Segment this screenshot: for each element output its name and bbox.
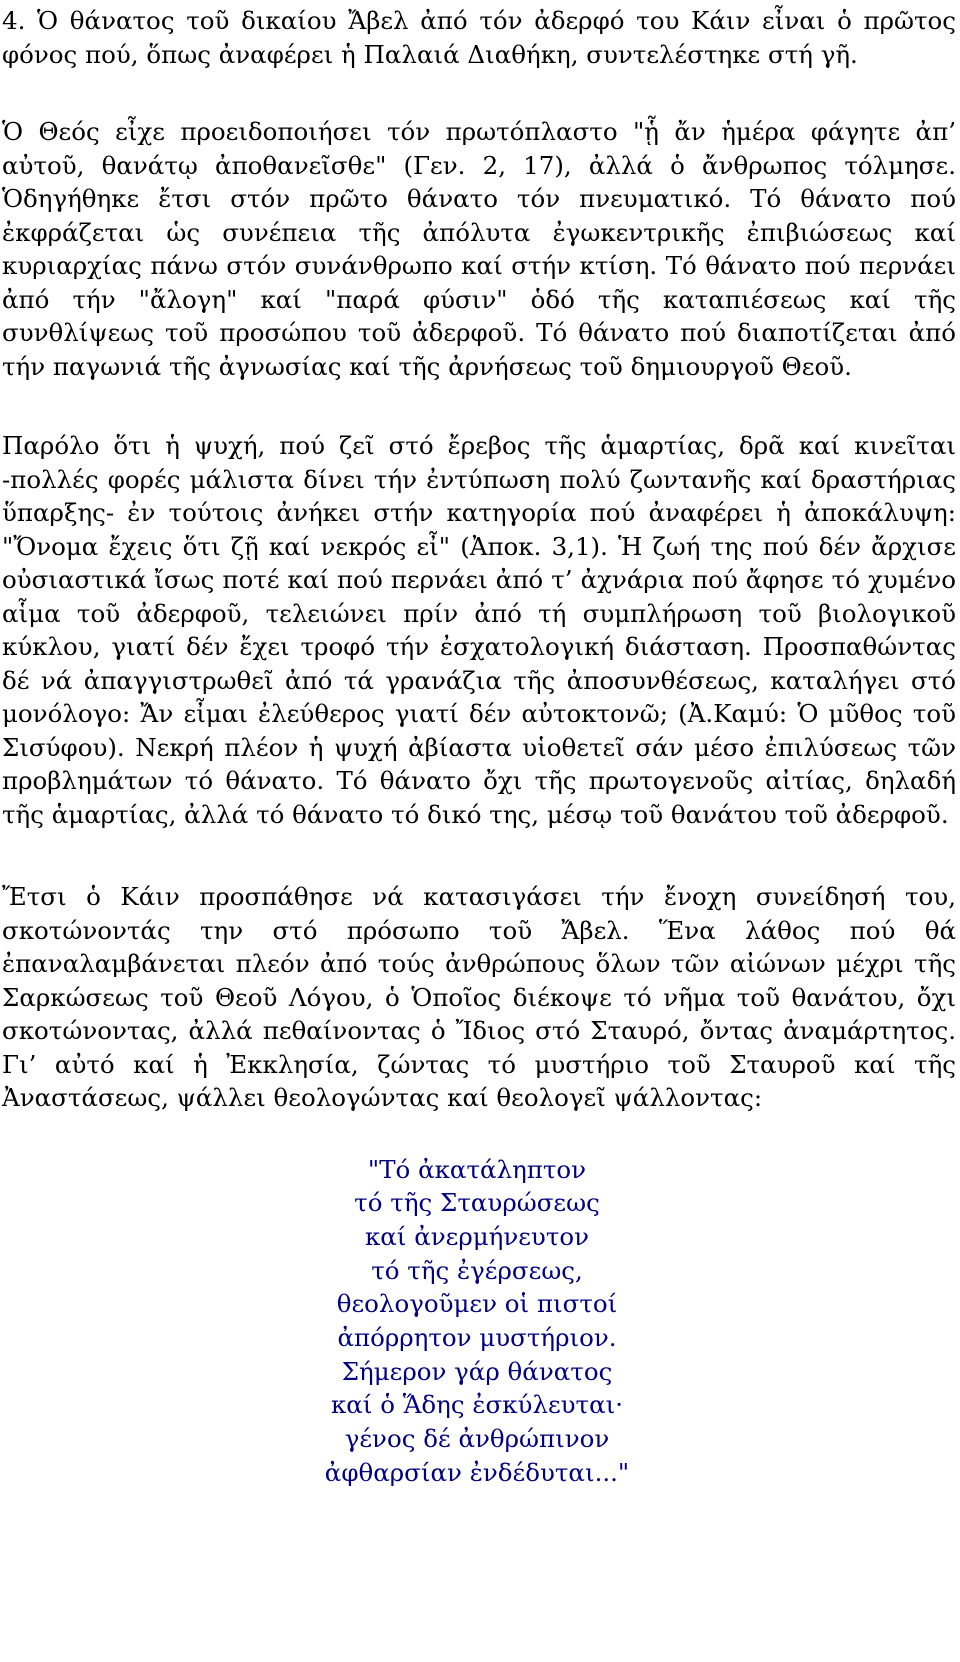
paragraph-soul-in-sin: Παρόλο ὅτι ἡ ψυχή, πού ζεῖ στό ἔρεβος τῆς ἁμαρτίας, δρᾶ καί κινεῖται -πολλές φορές μάλιστα δίνει τήν ἐντύπωση πολύ ζωντανῆς καί δραστήριας ὕπαρξης- ἐν τούτοις ἀνήκει στήν κατηγορία πού ἀναφέρει ἡ ἀποκάλυψη: "Ὄνομα ἔχεις ὅτι ζῇ καί νεκρός εἶ" (Ἀποκ. 3,1). Ἡ ζωή της πού δέν ἄρχισε οὐσιαστικά ἴσως ποτέ καί πού περνάει ἀπό τ’ ἀχνάρια πού ἄφησε τό χυμένο αἷμα τοῦ ἀδερφοῦ, τελειώνει πρίν ἀπό τή συμπλήρωση τοῦ βιολογικοῦ κύκλου, γιατί δέν ἔχει τροφό τήν ἐσχατολογική διάσταση. Προσπαθώντας δέ νά ἀπαγγιστρωθεῖ ἀπό τά γρανάζια τῆς ἀποσυνθέσεως, καταλήγει στό μονόλογο: Ἄν εἶμαι ἐλεύθερος γιατί δέν αὐτοκτονῶ; (Ἀ.Καμύ: Ὁ μῦθος τοῦ Σισύφου). Νεκρή πλέον ἡ ψυχή ἀβίαστα υἱοθετεῖ σάν μέσο ἐπιλύσεως τῶν προβλημάτων τό θάνατο. Τό θάνατο ὄχι τῆς πρωτογενοῦς αἰτίας, δηλαδή τῆς ἁμαρτίας, ἀλλά τό θάνατο τό δικό της, μέσῳ τοῦ θανάτου τοῦ ἀδερφοῦ.: [2, 431, 956, 829]
hymn-line: "Τό ἀκατάληπτον: [367, 1154, 587, 1184]
paragraph-spacer: [0, 831, 960, 880]
paragraph-spacer: [0, 71, 960, 115]
paragraph-cain-and-church: Ἔτσι ὁ Κάιν προσπάθησε νά κατασιγάσει τήν ἔνοχη συνείδησή του, σκοτώνοντάς την στό πρόσωπο τοῦ Ἄβελ. Ἕνα λάθος πού θά ἐπαναλαμβάνεται πλεόν ἀπό τούς ἀνθρώπους ὅλων τῶν αἰώνων μέχρι τῆς Σαρκώσεως τοῦ Θεοῦ Λόγου, ὁ Ὁποῖος διέκοψε τό νῆμα τοῦ θανάτου, ὄχι σκοτώνοντας, ἀλλά πεθαίνοντας ὁ Ἴδιος στό Σταυρό, ὄντας ἀναμάρτητος. Γι’ αὐτό καί ἡ Ἐκκλησία, ζώντας τό μυστήριο τοῦ Σταυροῦ καί τῆς Ἀναστάσεως, ψάλλει θεολογώντας καί θεολογεῖ ψάλλοντας:: [2, 882, 956, 1112]
paragraph-spacer: [0, 383, 960, 429]
paragraph-abel-first-murder: 4. Ὁ θάνατος τοῦ δικαίου Ἄβελ ἀπό τόν ἀδερφό του Κάιν εἶναι ὁ πρῶτος φόνος πού, ὅπως ἀναφέρει ἡ Παλαιά Διαθήκη, συντελέστηκε στή γῆ.: [2, 6, 956, 69]
hymn-line: τό τῆς Σταυρώσεως: [354, 1188, 600, 1218]
hymn-line: θεολογοῦμεν οἱ πιστοί: [336, 1289, 618, 1319]
hymn-line: Σήμερον γάρ θάνατος: [341, 1356, 613, 1386]
hymn-quote: [0, 1153, 940, 1490]
paragraph-spacer: [0, 1115, 960, 1153]
paragraph-spiritual-death: Ὁ Θεός εἶχε προειδοποιήσει τόν πρωτόπλαστο "ᾗ ἄν ἡμέρα φάγητε ἀπ’ αὐτοῦ, θανάτῳ ἀποθανεῖσθε" (Γεν. 2, 17), ἀλλά ὁ ἄνθρωπος τόλμησε. Ὁδηγήθηκε ἔτσι στόν πρῶτο θάνατο τόν πνευματικό. Τό θάνατο πού ἐκφράζεται ὡς συνέπεια τῆς ἀπόλυτα ἐγωκεντρικῆς ἐπιβιώσεως καί κυριαρχίας πάνω στόν συνάνθρωπο καί στήν κτίση. Τό θάνατο πού περνάει ἀπό τήν "ἄλογη" καί "παρά φύσιν" ὁδό τῆς καταπιέσεως καί τῆς συνθλίψεως τοῦ προσώπου τοῦ ἀδερφοῦ. Τό θάνατο πού διαποτίζεται ἀπό τήν παγωνιά τῆς ἀγνωσίας καί τῆς ἀρνήσεως τοῦ δημιουργοῦ Θεοῦ.: [2, 117, 956, 381]
hymn-line: ἀφθαρσίαν ἐνδέδυται...": [324, 1457, 630, 1487]
hymn-line: τό τῆς ἐγέρσεως,: [371, 1255, 583, 1285]
hymn-line: καί ὁ Ἅδης ἐσκύλευται·: [330, 1390, 624, 1420]
hymn-line: καί ἀνερμήνευτον: [364, 1221, 590, 1251]
hymn-line: ἀπόρρητον μυστήριον.: [337, 1323, 617, 1353]
hymn-line: γένος δέ ἀνθρώπινον: [344, 1424, 610, 1454]
